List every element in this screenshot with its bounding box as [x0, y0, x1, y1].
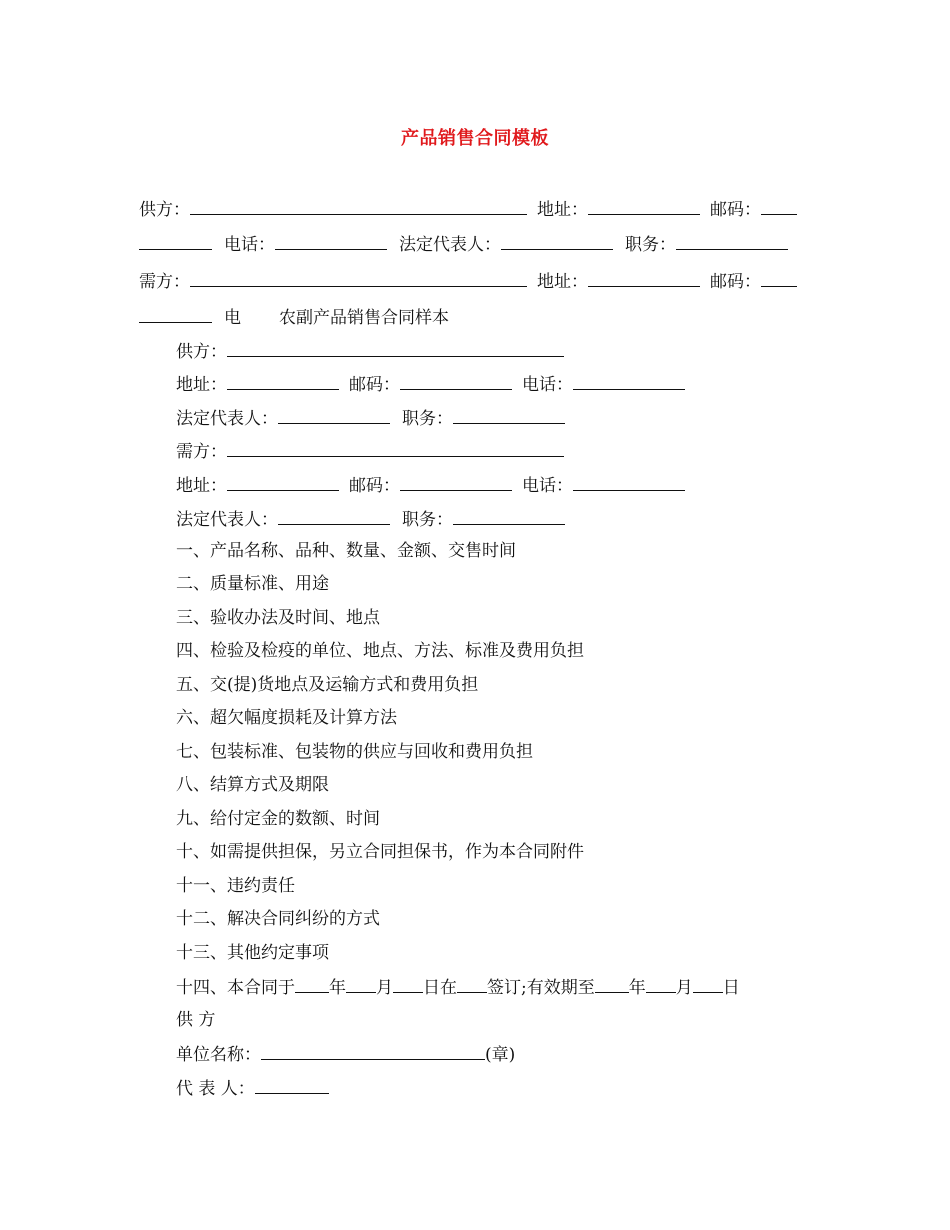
clause-item: 七、包装标准、包装物的供应与回收和费用负担 [176, 742, 533, 762]
postcode-blank-cont[interactable] [139, 231, 212, 250]
clause-item: 十三、其他约定事项 [176, 943, 329, 963]
sample-phone-label: 电话： [522, 375, 573, 395]
sample-buyer-phone-label: 电话： [522, 476, 573, 496]
buyer-postcode-blank-cont[interactable] [139, 304, 212, 323]
legal-rep-blank[interactable] [501, 231, 613, 250]
unit-name-blank[interactable] [261, 1041, 485, 1060]
header-buyer-row [139, 268, 797, 294]
sample-rep-row [176, 405, 565, 431]
valid-year-blank[interactable] [595, 974, 629, 993]
clause-item: 二、质量标准、用途 [176, 574, 329, 594]
sign-month-label: 月 [376, 978, 393, 998]
sample-legal-rep-label: 法定代表人： [176, 409, 278, 429]
sample-buyer-position-blank[interactable] [453, 506, 565, 525]
signing-prefix: 十四、本合同于 [176, 978, 295, 998]
seller-label: 供方： [139, 200, 190, 220]
sample-buyer-address-blank[interactable] [227, 472, 339, 491]
clause-item: 八、结算方式及期限 [176, 775, 329, 795]
postcode-blank[interactable] [761, 196, 797, 215]
sign-year-blank[interactable] [295, 974, 329, 993]
sample-buyer-legal-rep-blank[interactable] [278, 506, 390, 525]
sample-address-row [176, 371, 685, 397]
sample-phone-blank[interactable] [573, 371, 685, 390]
sample-buyer-row [176, 438, 564, 464]
sample-buyer-blank[interactable] [227, 438, 564, 457]
header-phone-row [139, 231, 788, 257]
footer-rep-row [176, 1075, 329, 1101]
sample-buyer-position-label: 职务： [402, 510, 453, 530]
header-sample-row [139, 304, 449, 330]
buyer-name-blank[interactable] [190, 268, 527, 287]
sign-day-at-label: 日在 [423, 978, 457, 998]
sample-title: 农副产品销售合同样本 [279, 308, 449, 328]
buyer-postcode-label: 邮码： [710, 272, 761, 292]
buyer-address-blank[interactable] [588, 268, 700, 287]
sample-legal-rep-blank[interactable] [278, 405, 390, 424]
buyer-postcode-blank[interactable] [761, 268, 797, 287]
phone-blank[interactable] [275, 231, 387, 250]
sign-month-blank[interactable] [346, 974, 376, 993]
sample-address-label: 地址： [176, 375, 227, 395]
clause-item: 四、检验及检疫的单位、地点、方法、标准及费用负担 [176, 641, 584, 661]
signed-label: 签订;有效期至 [487, 978, 595, 998]
address-blank[interactable] [588, 196, 700, 215]
unit-name-label: 单位名称： [176, 1045, 261, 1065]
sample-position-label: 职务： [402, 409, 453, 429]
clause-item: 十一、违约责任 [176, 876, 295, 896]
header-seller-row [139, 196, 797, 222]
sample-seller-blank[interactable] [227, 338, 564, 357]
sample-buyer-phone-blank[interactable] [573, 472, 685, 491]
address-label: 地址： [537, 200, 588, 220]
valid-month-label: 月 [675, 978, 693, 998]
seller-name-blank[interactable] [190, 196, 527, 215]
seal-label: (章) [485, 1045, 516, 1065]
legal-rep-label: 法定代表人： [399, 235, 501, 255]
sample-buyer-address-row [176, 472, 685, 498]
clause-item: 五、交(提)货地点及运输方式和费用负担 [176, 675, 479, 695]
valid-year-label: 年 [628, 978, 646, 998]
valid-day-blank[interactable] [693, 974, 723, 993]
clause-item: 十二、解决合同纠纷的方式 [176, 909, 380, 929]
phone-label: 电话： [224, 235, 275, 255]
representative-blank[interactable] [255, 1075, 329, 1094]
sample-position-blank[interactable] [453, 405, 565, 424]
valid-month-blank[interactable] [646, 974, 676, 993]
sign-year-label: 年 [329, 978, 346, 998]
valid-day-label: 日 [722, 978, 740, 998]
footer-party: 供 方 [176, 1010, 216, 1030]
sample-buyer-legal-rep-label: 法定代表人： [176, 510, 278, 530]
clause-signing-row [176, 974, 740, 1000]
sample-buyer-postcode-blank[interactable] [400, 472, 512, 491]
sample-buyer-label: 需方： [176, 442, 227, 462]
clause-item: 十、如需提供担保，另立合同担保书，作为本合同附件 [176, 842, 584, 862]
sample-seller-row [176, 338, 564, 364]
position-label: 职务： [625, 235, 676, 255]
sample-postcode-label: 邮码： [349, 375, 400, 395]
sample-address-blank[interactable] [227, 371, 339, 390]
position-blank[interactable] [676, 231, 788, 250]
sign-place-blank[interactable] [457, 974, 487, 993]
sample-buyer-rep-row [176, 506, 565, 532]
phone-partial: 电 [224, 308, 241, 328]
postcode-label: 邮码： [710, 200, 761, 220]
footer-unit-row [176, 1041, 515, 1067]
sample-seller-label: 供方： [176, 342, 227, 362]
clause-item: 九、给付定金的数额、时间 [176, 809, 380, 829]
representative-label: 代 表 人： [176, 1079, 255, 1099]
buyer-address-label: 地址： [537, 272, 588, 292]
sample-buyer-address-label: 地址： [176, 476, 227, 496]
buyer-label: 需方： [139, 272, 190, 292]
sample-postcode-blank[interactable] [400, 371, 512, 390]
clause-item: 六、超欠幅度损耗及计算方法 [176, 708, 397, 728]
sample-buyer-postcode-label: 邮码： [349, 476, 400, 496]
clause-item: 一、产品名称、品种、数量、金额、交售时间 [176, 541, 516, 561]
clause-item: 三、验收办法及时间、地点 [176, 608, 380, 628]
document-title: 产品销售合同模板 [401, 128, 549, 149]
sign-day-blank[interactable] [393, 974, 423, 993]
